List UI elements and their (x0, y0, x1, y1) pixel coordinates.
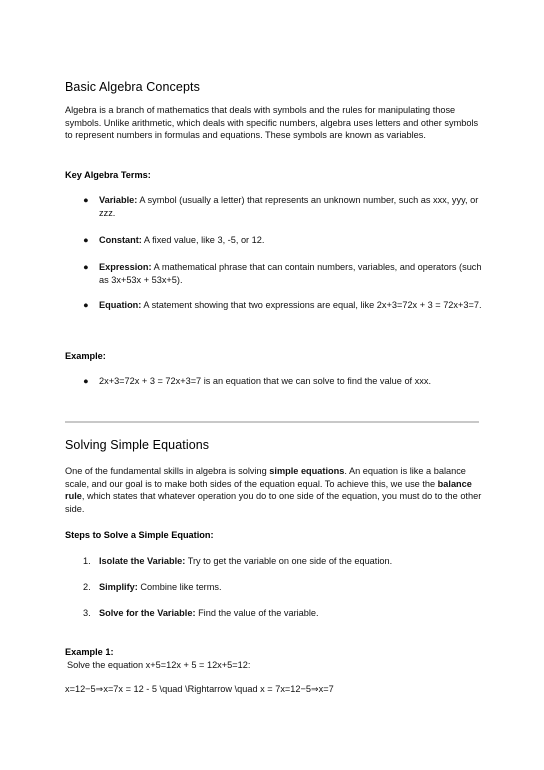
section1-intro-paragraph: Algebra is a branch of mathematics that deals with symbols and the rules for manipulating those symbols. Unlike arithmetic, which deals with specific numbers, algebra uses letters and other symbols to represent numbers in formulas and equations. These symbols are known as variables. (65, 105, 479, 140)
term-description: A mathematical phrase that can contain numbers, variables, and operators (such as 3x+53x + 53x+5). (99, 262, 482, 285)
step-number: 3. (83, 608, 91, 618)
term-label: Constant: (99, 235, 142, 245)
step-item-2 (83, 581, 483, 594)
step-item-3 (83, 607, 483, 620)
example1-text: Solve the equation x+5=12x + 5 = 12x+5=12: (67, 660, 251, 670)
term-description: A fixed value, like 3, -5, or 12. (143, 235, 265, 245)
section-title-solving-equations: Solving Simple Equations (65, 438, 210, 452)
horizontal-divider (65, 421, 479, 423)
step-number: 2. (83, 582, 91, 592)
term-item-expression (83, 261, 483, 286)
bullet-icon: ● (83, 235, 89, 245)
term-description: A symbol (usually a letter) that represents an unknown number, such as xxx, yyy, or zzz. (99, 195, 479, 218)
step-description: Combine like terms. (140, 582, 222, 592)
step-item-1 (83, 555, 483, 568)
bullet-icon: ● (83, 195, 89, 205)
step-label: Simplify: (99, 582, 138, 592)
term-item-equation (83, 299, 483, 312)
example-item (83, 375, 483, 388)
term-item-variable (83, 194, 483, 219)
example-heading: Example: (65, 351, 106, 361)
example-text: 2x+3=72x + 3 = 72x+3=7 is an equation that we can solve to find the value of xxx. (99, 376, 431, 386)
bullet-icon: ● (83, 300, 89, 310)
term-label: Variable: (99, 195, 138, 205)
section-title-basic-algebra: Basic Algebra Concepts (65, 80, 200, 94)
example1-solution: x=12−5⇒x=7x = 12 - 5 \quad \Rightarrow \quad x = 7x=12−5⇒x=7 (65, 684, 334, 694)
bullet-icon: ● (83, 376, 89, 386)
step-label: Isolate the Variable: (99, 556, 186, 566)
section2-intro-paragraph: One of the fundamental skills in algebra is solving simple equations. An equation is like a balance scale, and our goal is to make both sides of the equation equal. To achieve this, we use the balance rule, which states that whatever operation you do to one side of the equation, you must do to the other side. (65, 466, 482, 514)
steps-heading: Steps to Solve a Simple Equation: (65, 530, 214, 540)
step-description: Find the value of the variable. (198, 608, 319, 618)
term-description: A statement showing that two expressions are equal, like 2x+3=72x + 3 = 72x+3=7. (143, 300, 482, 310)
step-description: Try to get the variable on one side of the equation. (187, 556, 393, 566)
example1-heading: Example 1: (65, 647, 114, 657)
bullet-icon: ● (83, 262, 89, 272)
term-item-constant (83, 234, 483, 247)
term-label: Expression: (99, 262, 152, 272)
step-label: Solve for the Variable: (99, 608, 196, 618)
key-terms-heading: Key Algebra Terms: (65, 170, 151, 180)
term-label: Equation: (99, 300, 142, 310)
step-number: 1. (83, 556, 91, 566)
